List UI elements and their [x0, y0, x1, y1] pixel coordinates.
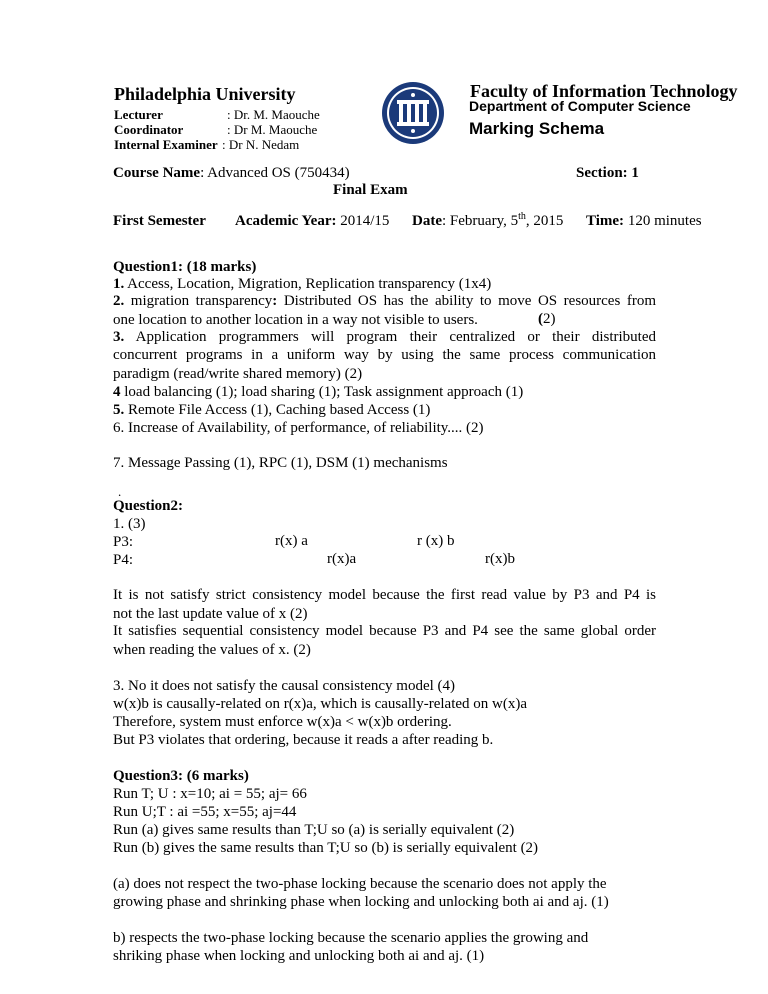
q1-answer-3b: concurrent programs in a uniform way by using the same process communication — [113, 347, 656, 363]
q3-run-a: Run (a) gives same results than T;U so (a) is serially equivalent (2) — [113, 822, 515, 838]
q3-run-b: Run (b) gives the same results than T;U so (b) is serially equivalent (2) — [113, 840, 539, 856]
q1-answer-2a — [113, 293, 656, 310]
lecturer-name: : Dr. M. Maouche — [227, 107, 320, 122]
course-name — [113, 165, 350, 182]
q1-text-5: Remote File Access (1), Caching based Access (1) — [124, 402, 431, 418]
q1-num-5: 5. — [113, 402, 125, 418]
q1-answer-7: 7. Message Passing (1), RPC (1), DSM (1) mechanisms — [113, 455, 448, 471]
coordinator-role: Coordinator — [114, 122, 184, 137]
q1-answer-3c: paradigm (read/write shared memory) (2) — [113, 366, 363, 382]
q1-text-2b: : — [272, 293, 278, 309]
q3-a-line2: growing phase and shrinking phase when locking and unlocking both ai and aj. (1) — [113, 894, 609, 910]
q3-run-tu: Run T; U : x=10; ai = 55; aj= 66 — [113, 786, 307, 802]
q1-answer-2b — [113, 311, 478, 329]
q1-num-4: 4 — [113, 384, 121, 400]
q1-num-2: 2. — [113, 293, 125, 309]
q1-text-1: Access, Location, Migration, Replication transparency (1x4) — [124, 276, 492, 292]
q2-causal-3: Therefore, system must enforce w(x)a < w(x)b ordering. — [113, 714, 452, 730]
q3-b-line2: shriking phase when locking and unlocking both ai and aj. (1) — [113, 948, 485, 964]
year-value: 2014/15 — [336, 213, 390, 229]
university-logo — [380, 80, 446, 146]
q1-num-3: 3. — [113, 329, 125, 345]
q1-answer-4 — [113, 383, 523, 401]
q1-answer-5 — [113, 401, 430, 419]
q3-b-line1: b) respects the two-phase locking because the scenario applies the growing and — [113, 930, 589, 946]
p3-read-1: r(x) a — [275, 533, 308, 549]
academic-year — [235, 213, 389, 230]
q2-process-p4: P4: — [113, 552, 134, 568]
q2-part1: 1. (3) — [113, 516, 146, 532]
q1-mark-2 — [538, 311, 556, 328]
lecturer-role: Lecturer — [114, 107, 163, 122]
p4-read-2: r(x)b — [485, 551, 515, 567]
date-label: Date — [412, 213, 442, 229]
q1-text-3a: Application programmers will program their centralized or their distributed — [124, 329, 656, 345]
course-label: Course Name — [113, 165, 201, 181]
q1-mark-2-open: ( — [538, 311, 543, 327]
question1-title: Question1: (18 marks) — [113, 259, 257, 275]
q3-run-ut: Run U;T : ai =55; x=55; aj=44 — [113, 804, 297, 820]
q2-causal-1: 3. No it does not satisfy the causal consistency model (4) — [113, 678, 456, 694]
university-name: Philadelphia University — [114, 84, 296, 104]
q2-causal-4: But P3 violates that ordering, because it reads a after reading b. — [113, 732, 494, 748]
examiner-name: : Dr N. Nedam — [222, 137, 300, 152]
exam-title: Final Exam — [333, 182, 408, 198]
question2-title: Question2: — [113, 498, 184, 514]
faculty-name: Faculty of Information Technology — [470, 81, 738, 101]
p3-read-2: r (x) b — [417, 533, 455, 549]
department-name: Department of Computer Science — [469, 98, 691, 114]
q2-para1b: not the last update value of x (2) — [113, 606, 308, 622]
date-year: , 2015 — [525, 213, 564, 229]
q1-text-2d: one location to another location in a way not visible to users. — [113, 312, 478, 328]
q1-text-4: load balancing (1); load sharing (1); Task assignment approach (1) — [120, 384, 524, 400]
q1-text-2a: migration transparency — [124, 293, 273, 309]
time-label: Time: — [586, 213, 625, 229]
q1-answer-1 — [113, 275, 491, 293]
course-value: : Advanced OS (750434) — [200, 165, 350, 181]
marking-schema-title: Marking Schema — [469, 119, 605, 138]
q1-text-2c: Distributed OS has the ability to move OS resources from — [277, 293, 657, 309]
section-number: Section: 1 — [576, 165, 639, 181]
question3-title: Question3: (6 marks) — [113, 768, 249, 784]
q3-a-line1: (a) does not respect the two-phase locking because the scenario does not apply the — [113, 876, 607, 892]
q1-dot: . — [118, 484, 122, 499]
q2-causal-2: w(x)b is causally-related on r(x)a, which is causally-related on w(x)a — [113, 696, 528, 712]
q2-para1a: It is not satisfy strict consistency model because the first read value by P3 and P4 is — [113, 587, 656, 603]
exam-date — [412, 213, 563, 230]
semester: First Semester — [113, 213, 206, 229]
q2-para2a: It satisfies sequential consistency model because P3 and P4 see the same global order — [113, 623, 656, 639]
q1-answer-3a — [113, 329, 656, 346]
p4-read-1: r(x)a — [327, 551, 357, 567]
q2-process-p3: P3: — [113, 534, 134, 550]
q1-num-1: 1. — [113, 276, 125, 292]
exam-time — [586, 213, 702, 230]
date-suffix: th — [518, 211, 526, 222]
q1-mark-2-rest: 2) — [543, 311, 556, 327]
year-label: Academic Year: — [235, 213, 337, 229]
examiner-role: Internal Examiner — [114, 137, 218, 152]
q1-answer-6: 6. Increase of Availability, of performance, of reliability.... (2) — [113, 420, 484, 436]
date-value: : February, 5 — [442, 213, 519, 229]
q2-para2b: when reading the values of x. (2) — [113, 642, 311, 658]
coordinator-name: : Dr M. Maouche — [227, 122, 318, 137]
time-value: 120 minutes — [624, 213, 702, 229]
university-seal-icon — [380, 80, 446, 146]
